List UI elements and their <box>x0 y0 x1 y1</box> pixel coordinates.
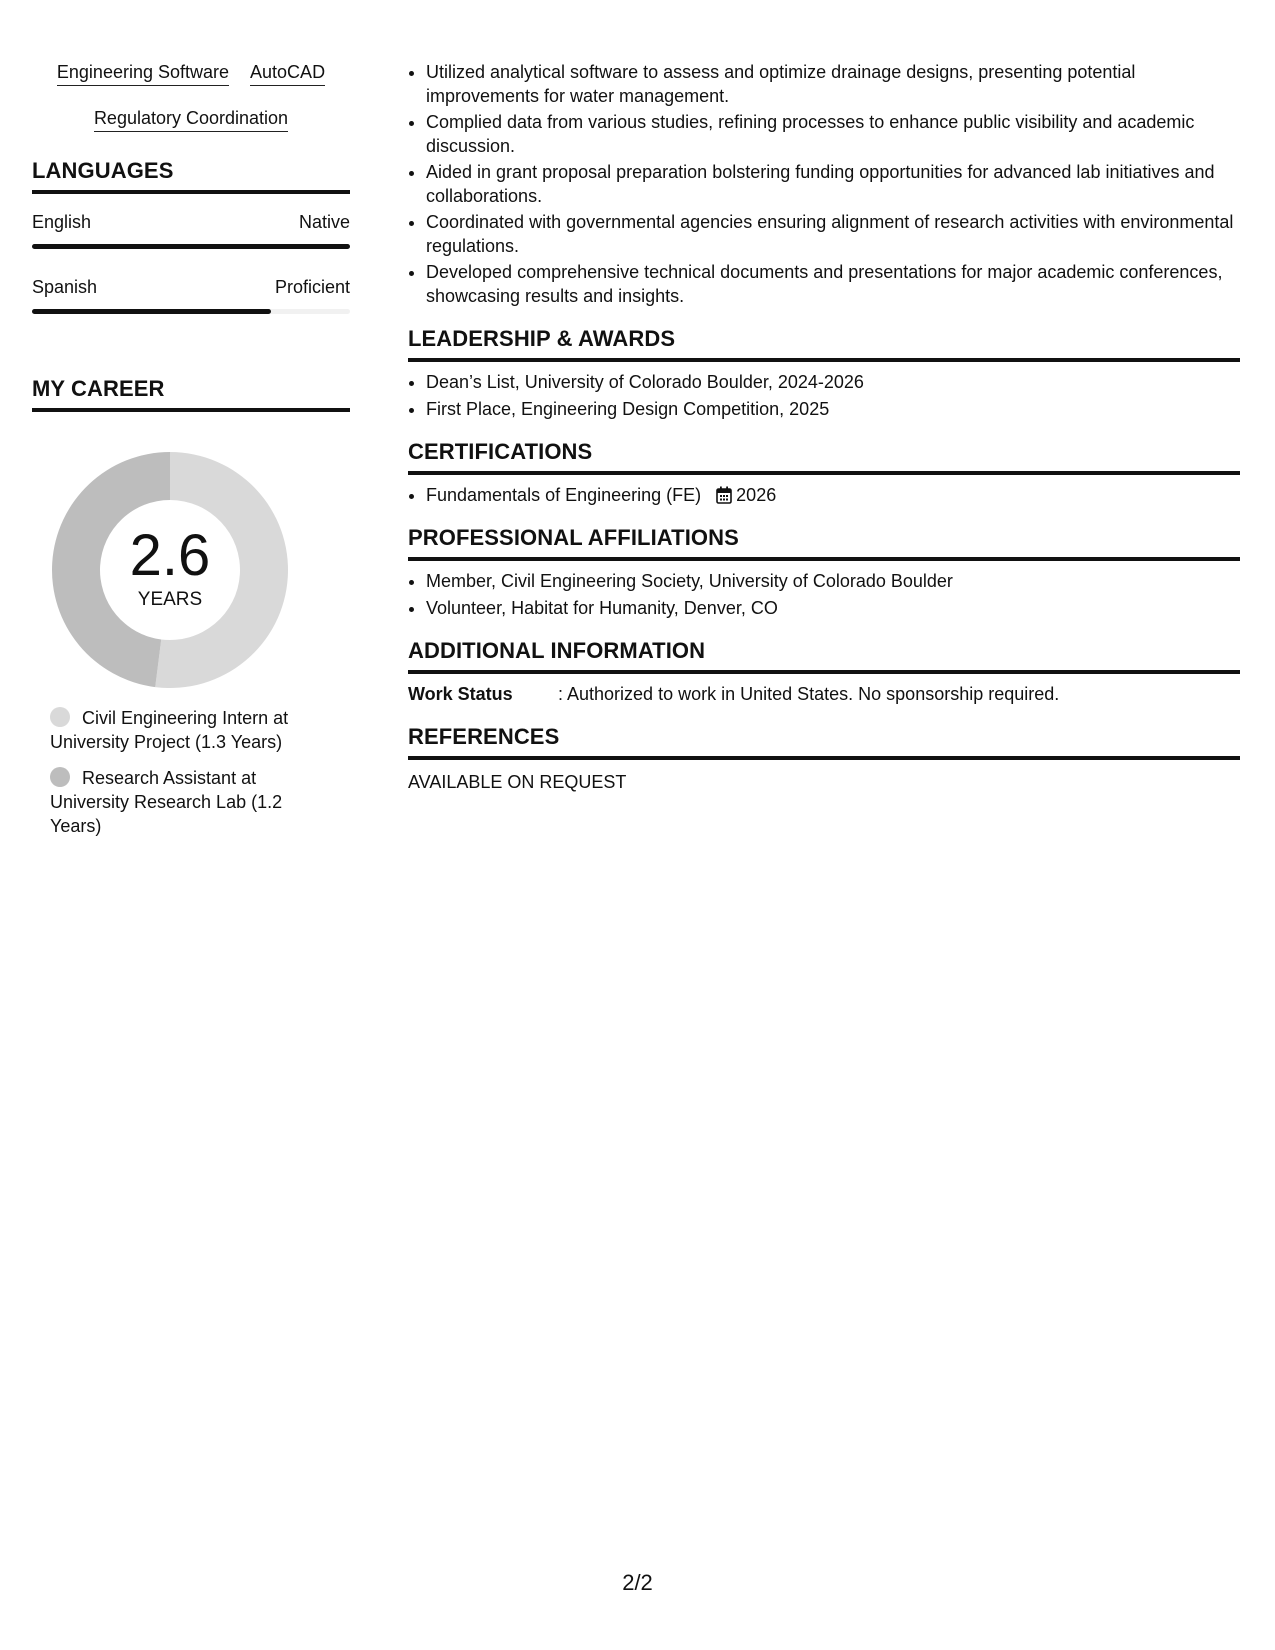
list-item: • Aided in grant proposal preparation bolstering funding opportunities for advanced lab initiatives and collaborations. <box>426 160 1240 208</box>
references-heading: REFERENCES <box>408 724 1240 760</box>
language-item <box>32 275 350 314</box>
work-status-label: Work Status <box>408 684 513 704</box>
language-name: English <box>32 212 92 232</box>
legend-swatch <box>50 707 70 727</box>
list-item: • Dean’s List, University of Colorado Boulder, 2024-2026 <box>426 370 1240 394</box>
work-status-value: : Authorized to work in United States. No sponsorship required. <box>558 684 1060 704</box>
list-item: • Member, Civil Engineering Society, University of Colorado Boulder <box>426 569 1240 593</box>
languages-list <box>32 210 350 314</box>
list-item: • Developed comprehensive technical documents and presentations for major academic conferences, showcasing results and insights. <box>426 260 1240 308</box>
leadership-list <box>408 370 1240 421</box>
language-name: Spanish <box>32 277 98 297</box>
legend-label: Civil Engineering Intern at University Project (1.3 Years) <box>50 708 289 752</box>
additional-info-heading: ADDITIONAL INFORMATION <box>408 638 1240 674</box>
certifications-list <box>408 483 1240 507</box>
career-heading: MY CAREER <box>32 376 350 412</box>
list-item: • First Place, Engineering Design Competition, 2025 <box>426 397 1240 421</box>
language-level: Native <box>298 212 350 232</box>
leadership-heading: LEADERSHIP & AWARDS <box>408 326 1240 362</box>
calendar-icon <box>716 486 732 504</box>
certification-name: Fundamentals of Engineering (FE) <box>426 485 702 505</box>
page-number: 2/2 <box>622 1570 653 1595</box>
language-bar-fill <box>32 309 271 314</box>
references-text: AVAILABLE ON REQUEST <box>408 772 627 792</box>
list-item <box>426 483 1240 507</box>
language-bar <box>32 244 350 249</box>
language-bar-fill <box>32 244 350 249</box>
certifications-heading: CERTIFICATIONS <box>408 439 1240 475</box>
legend-label: Research Assistant at University Research Lab (1.2 Years) <box>50 768 283 836</box>
list-item: • Utilized analytical software to assess and optimize drainage designs, presenting potential improvements for water management. <box>426 60 1240 108</box>
list-item: • Complied data from various studies, refining processes to enhance public visibility and academic discussion. <box>426 110 1240 158</box>
language-item <box>32 210 350 249</box>
career-total: 2.6 <box>129 523 211 588</box>
skills-row <box>32 106 350 132</box>
left-column <box>32 60 350 850</box>
legend-item <box>50 706 310 754</box>
affiliations-heading: PROFESSIONAL AFFILIATIONS <box>408 525 1240 561</box>
affiliations-list <box>408 569 1240 620</box>
language-level: Proficient <box>274 277 350 297</box>
career-unit: YEARS <box>137 589 203 610</box>
legend-item <box>50 766 310 838</box>
certification-year: 2026 <box>736 485 777 505</box>
skill-tag: Regulatory Coordination <box>94 106 288 132</box>
legend-swatch <box>50 767 70 787</box>
list-item: • Volunteer, Habitat for Humanity, Denver, CO <box>426 596 1240 620</box>
work-status-row <box>408 682 1240 706</box>
language-bar <box>32 309 350 314</box>
skill-tag: AutoCAD <box>250 60 325 86</box>
career-chart <box>32 432 350 692</box>
skill-tag: Engineering Software <box>57 60 229 86</box>
languages-heading: LANGUAGES <box>32 158 350 194</box>
experience-bullets <box>408 60 1240 308</box>
right-column <box>408 60 1240 794</box>
skills-row <box>32 60 350 86</box>
career-legend <box>32 706 310 838</box>
skills-list <box>32 60 350 132</box>
list-item: • Coordinated with governmental agencies ensuring alignment of research activities with environmental regulations. <box>426 210 1240 258</box>
